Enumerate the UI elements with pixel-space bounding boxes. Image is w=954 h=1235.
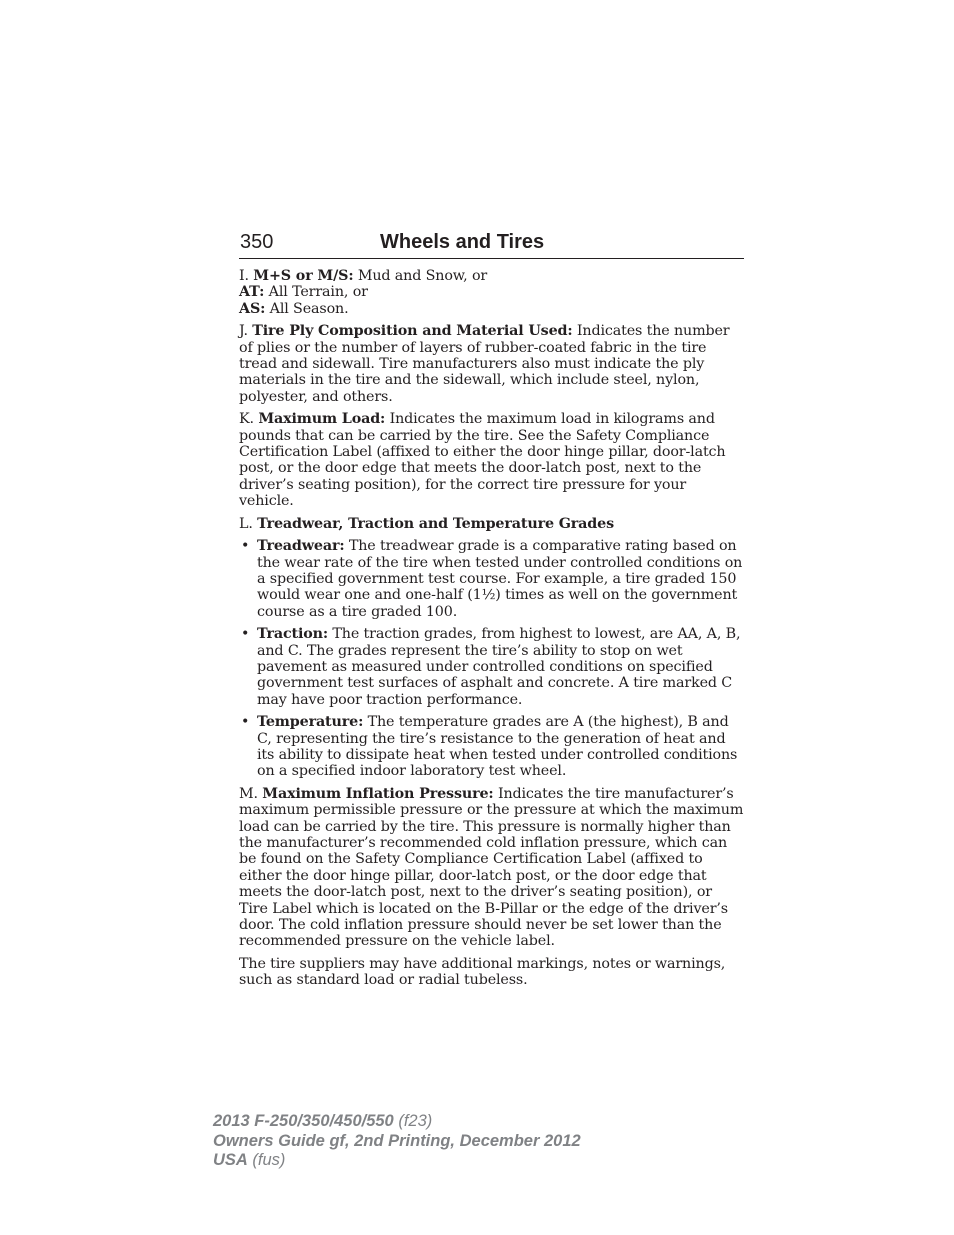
section-i-text-as: All Season. xyxy=(265,300,349,317)
section-m-term: Maximum Inflation Pressure: xyxy=(262,785,494,802)
treadwear-term: Treadwear: xyxy=(257,538,345,555)
section-i xyxy=(239,268,744,317)
page-footer xyxy=(213,1112,581,1171)
temperature-text: The temperature grades are A (the highest), B and C, representing the tire’s resistance to the generation of heat and its ability to dissipate heat when tested under controlled conditions on a specified indoor laboratory test wheel. xyxy=(257,714,738,780)
section-l-heading: Treadwear, Traction and Temperature Grades xyxy=(257,515,614,532)
grades-list xyxy=(239,538,744,780)
section-m-text: Indicates the tire manufacturer’s maximum permissible pressure or the pressure at which the maximum load can be carried by the tire. This pressure is normally higher than the manufacturer’s recommended cold inflation pressure, which can be found on the Safety Compliance Certification Label (affixed to either the door hinge pillar, door-latch post, or the door edge that meets the door-latch post, next to the driver’s seating position), or Tire Label which is located on the B-Pillar or the edge of the driver’s door. The cold inflation pressure should never be set lower than the recommended pressure on the vehicle label. xyxy=(239,785,744,950)
page-body xyxy=(239,268,744,995)
traction-text: The traction grades, from highest to lowest, are AA, A, B, and C. The grades represent the tire’s ability to stop on wet pavement as measured under controlled conditions on specified government test surfaces of asphalt and concrete. A tire marked C may have poor traction performance. xyxy=(257,626,741,708)
footer-market: USA xyxy=(213,1151,248,1169)
section-i-prefix: I. xyxy=(239,268,254,284)
footer-line-2 xyxy=(213,1132,581,1152)
footer-line-3 xyxy=(213,1151,581,1171)
section-k-text: Indicates the maximum load in kilograms and pounds that can be carried by the tire. See the Safety Compliance Certification Label (affixed to either the door hinge pillar, door-latch post, or the door edge that meets the door-latch post, next to the driver’s seating position), for the correct tire pressure for your vehicle. xyxy=(239,411,726,510)
closing-paragraph: The tire suppliers may have additional markings, notes or warnings, such as standard load or radial tubeless. xyxy=(239,955,726,989)
section-k-prefix: K. xyxy=(239,411,259,428)
traction-term: Traction: xyxy=(257,626,328,643)
footer-market-code: (fus) xyxy=(247,1151,286,1169)
section-l-prefix: L. xyxy=(239,515,258,532)
footer-printing: Owners Guide gf, 2nd Printing, December 2012 xyxy=(213,1131,581,1150)
section-i-text-at: All Terrain, or xyxy=(264,284,368,301)
list-item-temperature xyxy=(239,714,744,780)
list-item-traction xyxy=(239,626,744,708)
footer-line-1 xyxy=(213,1112,581,1132)
footer-model: 2013 F-250/350/450/550 xyxy=(213,1112,394,1130)
bullet-icon: • xyxy=(241,626,250,643)
section-j-prefix: J. xyxy=(239,323,253,340)
section-i-term-ms: M+S or M/S: xyxy=(253,268,354,284)
temperature-term: Temperature: xyxy=(257,714,364,731)
section-m-prefix: M. xyxy=(239,785,263,802)
section-m xyxy=(239,786,744,950)
footer-model-code: (f23) xyxy=(393,1112,433,1130)
list-item-treadwear xyxy=(239,538,744,620)
page-title: Wheels and Tires xyxy=(380,231,545,253)
section-j xyxy=(239,323,744,405)
bullet-icon: • xyxy=(241,714,250,731)
section-l xyxy=(239,516,744,532)
section-j-text: Indicates the number of plies or the number of layers of rubber-coated fabric in the tire tread and sidewall. Tire manufacturers also must indicate the ply materials in the tire and the sidewall, which include steel, nylon, polyester, and others. xyxy=(239,323,730,405)
page-number: 350 xyxy=(240,231,274,253)
section-i-text-ms: Mud and Snow, or xyxy=(353,268,488,284)
bullet-icon: • xyxy=(241,538,250,555)
treadwear-text: The treadwear grade is a comparative rating based on the wear rate of the tire when tested under controlled conditions on a specified government test course. For example, a tire graded 150 would wear one and one-half (1½) times as well on the government course as a tire graded 100. xyxy=(257,538,743,620)
section-k-term: Maximum Load: xyxy=(258,411,386,428)
section-i-term-as: AS: xyxy=(239,300,266,317)
section-j-term: Tire Ply Composition and Material Used: xyxy=(252,323,573,340)
section-k xyxy=(239,411,744,509)
page-header xyxy=(239,229,744,259)
section-i-term-at: AT: xyxy=(239,284,265,301)
